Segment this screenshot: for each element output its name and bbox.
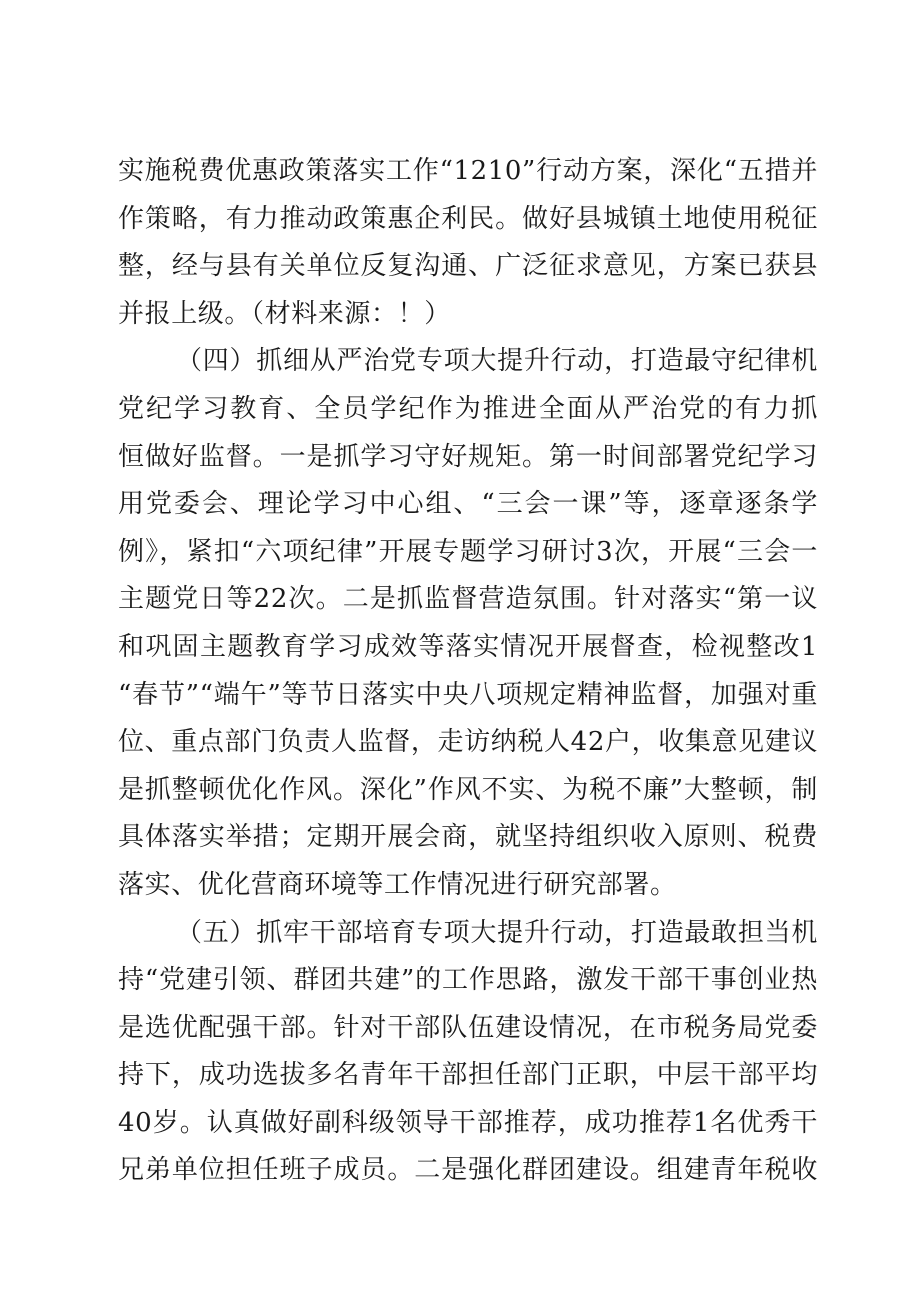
text-line: 恒做好监督。一是抓学习守好规矩。第一时间部署党纪学习 xyxy=(118,441,818,472)
text-line: 兄弟单位担任班子成员。二是强化群团建设。组建青年税收 xyxy=(118,1155,818,1186)
text-line: 整，经与县有关单位反复沟通、广泛征求意见，方案已获县 xyxy=(118,251,818,282)
document-body xyxy=(118,148,818,1195)
text-line: 40岁。认真做好副科级领导干部推荐，成功推荐1名优秀干 xyxy=(118,1107,818,1138)
paragraph-first-line: （四）抓细从严治党专项大提升行动，打造最守纪律机 xyxy=(176,346,818,377)
text-line: 持下，成功选拔多名青年干部担任部门正职，中层干部平均 xyxy=(118,1060,818,1091)
text-line: 主题党日等22次。二是抓监督营造氛围。针对落实“第一议 xyxy=(118,584,818,615)
text-line: 落实、优化营商环境等工作情况进行研究部署。 xyxy=(118,869,677,900)
text-line: 实施税费优惠政策落实工作“1210”行动方案，深化“五措并 xyxy=(118,156,818,186)
text-line: 和巩固主题教育学习成效等落实情况开展督查，检视整改1 xyxy=(118,631,818,662)
text-line: 党纪学习教育、全员学纪作为推进全面从严治党的有力抓 xyxy=(118,393,818,424)
text-line: 具体落实举措；定期开展会商，就坚持组织收入原则、税费 xyxy=(118,822,818,853)
text-line: 并报上级。（材料来源：！） xyxy=(118,298,451,329)
text-line: “春节”“端午”等节日落实中央八项规定精神监督，加强对重 xyxy=(118,679,818,710)
text-line: 是抓整顿优化作风。深化”作风不实、为税不廉”大整顿，制 xyxy=(118,774,818,805)
text-line: 位、重点部门负责人监督，走访纳税人42户，收集意见建议 xyxy=(118,727,818,758)
paragraph-first-line: （五）抓牢干部培育专项大提升行动，打造最敢担当机 xyxy=(176,917,818,948)
text-line: 作策略，有力推动政策惠企利民。做好县城镇土地使用税征 xyxy=(118,203,818,234)
text-line: 用党委会、理论学习中心组、“三会一课”等，逐章逐条学 xyxy=(118,489,818,520)
text-line: 是选优配强干部。针对干部队伍建设情况，在市税务局党委 xyxy=(118,1012,818,1043)
text-line: 持“党建引领、群团共建”的工作思路，激发干部干事创业热 xyxy=(118,965,818,996)
text-line: 例》，紧扣“六项纪律”开展专题学习研讨3次，开展“三会一 xyxy=(118,536,818,567)
